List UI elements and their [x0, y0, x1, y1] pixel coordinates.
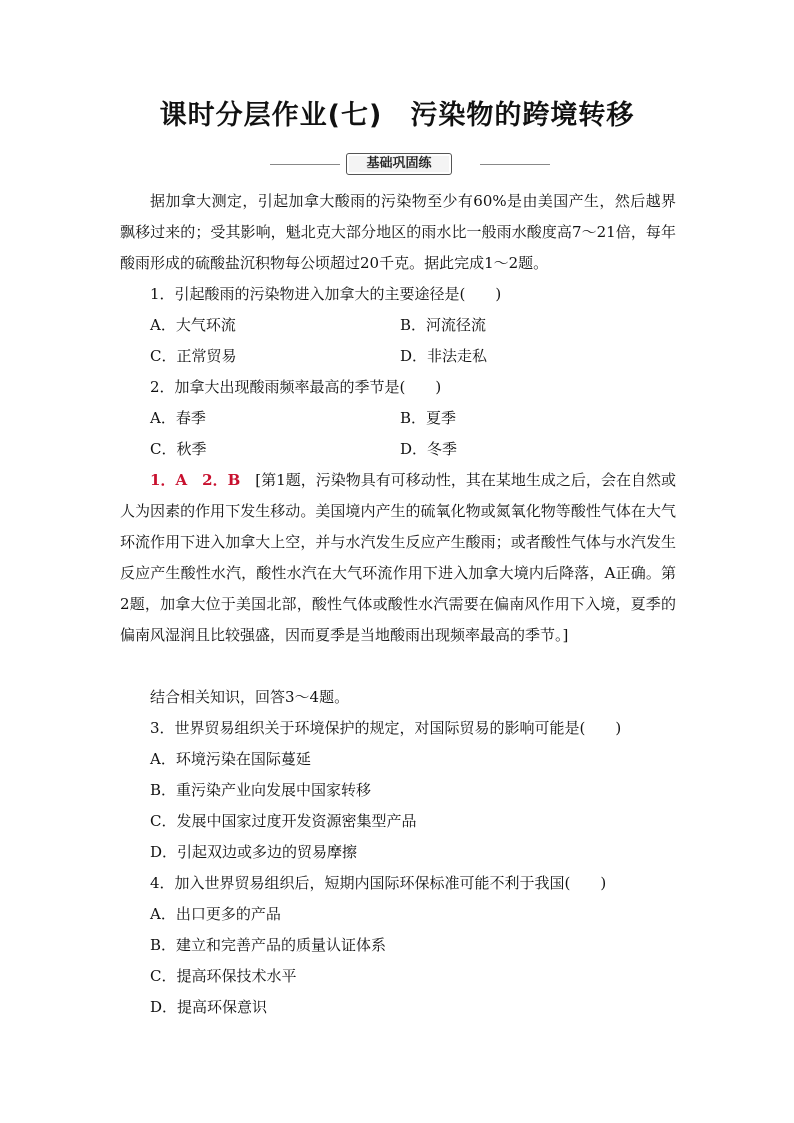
question-2-stem: 2．加拿大出现酸雨频率最高的季节是( ): [150, 378, 442, 396]
page-title: 课时分层作业(七) 污染物的跨境转移: [159, 100, 635, 131]
q4-option-c: C．提高环保技术水平: [150, 967, 297, 985]
intro-paragraph-1-2: 据加拿大测定，引起加拿大酸雨的污染物至少有60%是由美国产生，然后越界飘移过来的；受其影响，魁北克大部分地区的雨水比一般雨水酸度高7～21倍，每年酸雨形成的硫酸盐沉积物每公顷超过20千克。据此完成1～2题。: [120, 192, 676, 272]
answer-key-1-2: 1．A 2．B: [150, 471, 241, 489]
q3-option-c: C．发展中国家过度开发资源密集型产品: [150, 812, 417, 830]
section-label: 基础巩固练: [346, 153, 452, 175]
question-4-stem: 4．加入世界贸易组织后，短期内国际环保标准可能不利于我国( ): [150, 874, 607, 892]
question-1-stem: 1．引起酸雨的污染物进入加拿大的主要途径是( ): [150, 285, 502, 303]
q2-option-a: A．春季: [150, 409, 206, 427]
question-3-stem: 3．世界贸易组织关于环境保护的规定，对国际贸易的影响可能是( ): [150, 719, 622, 737]
banner-line-left: [270, 164, 340, 165]
q4-option-a: A．出口更多的产品: [150, 905, 281, 923]
q1-option-d: D．非法走私: [400, 347, 488, 365]
q1-option-c: C．正常贸易: [150, 347, 237, 365]
q3-option-d: D．引起双边或多边的贸易摩擦: [150, 843, 358, 861]
q1-option-b: B．河流径流: [400, 316, 487, 334]
q4-option-b: B．建立和完善产品的质量认证体系: [150, 936, 387, 954]
q4-option-d: D．提高环保意识: [150, 998, 268, 1016]
intro-3-4: 结合相关知识，回答3～4题。: [150, 688, 350, 706]
q1-option-a: A．大气环流: [150, 316, 236, 334]
q2-option-d: D．冬季: [400, 440, 458, 458]
q3-option-a: A．环境污染在国际蔓延: [150, 750, 311, 768]
answer-text-1-2: [第1题，污染物具有可移动性，其在某地生成之后，会在自然或人为因素的作用下发生移动。美国境内产生的硫氧化物或氮氧化物等酸性气体在大气环流作用下进入加拿大上空，并与水汽发生反应产生酸雨；或者酸性气体与水汽发生反应产生酸性水汽，酸性水汽在大气环流作用下进入加拿大境内后降落，A正确。第2题，加拿大位于美国北部，酸性气体或酸性水汽需要在偏南风作用下入境，夏季的偏南风湿润且比较强盛，因而夏季是当地酸雨出现频率最高的季节。]: [120, 471, 676, 644]
section-banner: [270, 151, 550, 177]
banner-line-right: [480, 164, 550, 165]
q2-option-c: C．秋季: [150, 440, 207, 458]
answer-explanation-1-2: [120, 465, 676, 651]
q2-option-b: B．夏季: [400, 409, 457, 427]
q3-option-b: B．重污染产业向发展中国家转移: [150, 781, 372, 799]
